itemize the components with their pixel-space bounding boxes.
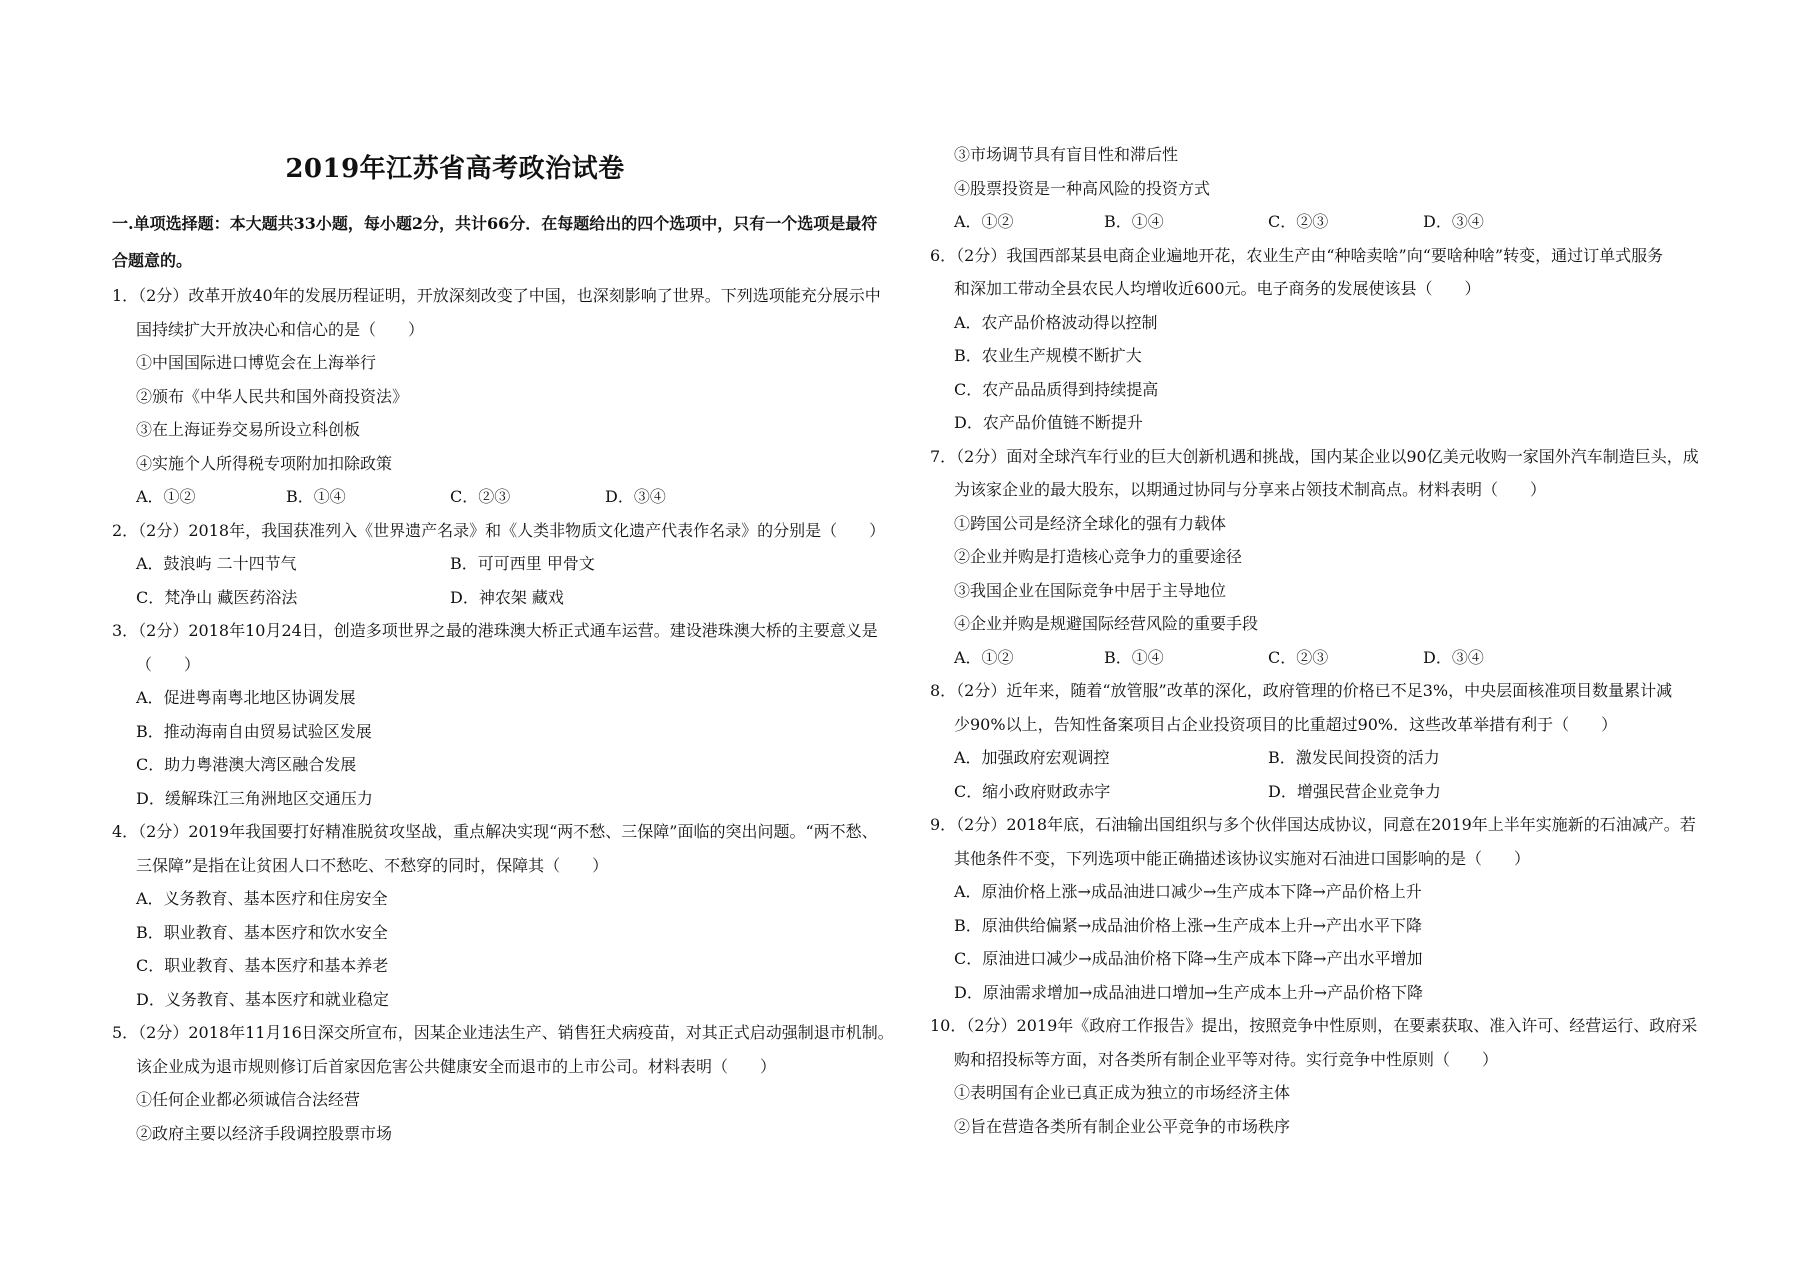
- statement-1: ①中国国际进口博览会在上海举行: [136, 353, 377, 372]
- options-row: [112, 480, 902, 514]
- option-a[interactable]: A．加强政府宏观调控: [954, 748, 1110, 767]
- option-d[interactable]: D．原油需求增加→成品油进口增加→生产成本上升→产品价格下降: [954, 982, 1424, 1002]
- option-c[interactable]: C．助力粤港澳大湾区融合发展: [136, 755, 357, 774]
- statement-3: ③我国企业在国际竞争中居于主导地位: [954, 580, 1227, 600]
- option-b[interactable]: B．原油供给偏紧→成品油价格上涨→生产成本上升→产出水平下降: [954, 915, 1422, 935]
- options-row: [930, 641, 1720, 675]
- question-1: [112, 279, 902, 514]
- question-9: [930, 808, 1720, 1009]
- statement-2: ②旨在营造各类所有制企业公平竞争的市场秩序: [954, 1116, 1291, 1136]
- option-a[interactable]: A．①②: [954, 647, 1014, 667]
- question-text: 10．（2分）2019年《政府工作报告》提出，按照竞争中性原则，在要素获取、准入许可、经营运行、政府采: [930, 1016, 1698, 1035]
- option-c[interactable]: C．梵净山 藏医药浴法: [136, 587, 298, 607]
- option-a[interactable]: A．促进粤南粤北地区协调发展: [136, 688, 356, 707]
- statement-1: ①表明国有企业已真正成为独立的市场经济主体: [954, 1083, 1291, 1102]
- question-8: [930, 674, 1720, 808]
- statement-3: ③在上海证券交易所设立科创板: [136, 420, 361, 439]
- option-b[interactable]: B．①④: [286, 487, 346, 506]
- question-text: 7．（2分）面对全球汽车行业的巨大创新机遇和挑战，国内某企业以90亿美元收购一家国外汽车制造巨头，成: [930, 446, 1699, 466]
- section-heading-line2: 合题意的。: [112, 251, 193, 270]
- statement-1: ①任何企业都必须诚信合法经营: [136, 1090, 361, 1109]
- question-text-cont: 为该家企业的最大股东，以期通过协同与分享来占领技术制高点。材料表明（ ）: [954, 480, 1547, 499]
- option-d[interactable]: D．③④: [1423, 647, 1484, 667]
- option-b[interactable]: B．①④: [1104, 647, 1164, 667]
- option-b[interactable]: B．激发民间投资的活力: [1268, 748, 1440, 767]
- question-text-cont: 该企业成为退市规则修订后首家因危害公共健康安全而退市的上市公司。材料表明（ ）: [136, 1056, 777, 1076]
- option-b[interactable]: B．推动海南自由贸易试验区发展: [136, 721, 372, 741]
- question-6: [930, 239, 1720, 440]
- option-b[interactable]: B．可可西里 甲骨文: [450, 554, 595, 573]
- option-d[interactable]: D．神农架 藏戏: [450, 587, 564, 607]
- question-5-continued: [930, 138, 1720, 239]
- option-d[interactable]: D．义务教育、基本医疗和就业稳定: [136, 989, 389, 1009]
- statement-2: ②颁布《中华人民共和国外商投资法》: [136, 386, 409, 406]
- question-text: 9．（2分）2018年底，石油输出国组织与多个伙伴国达成协议，同意在2019年上半年实施新的石油减产。若: [930, 815, 1696, 834]
- options-row: [112, 581, 902, 615]
- options-row: [930, 775, 1720, 809]
- option-d[interactable]: D．缓解珠江三角洲地区交通压力: [136, 788, 373, 808]
- option-a[interactable]: A．①②: [136, 487, 196, 506]
- question-text: 3．（2分）2018年10月24日，创造多项世界之最的港珠澳大桥正式通车运营。建设港珠澳大桥的主要意义是: [112, 621, 878, 640]
- option-d[interactable]: D．农产品价值链不断提升: [954, 413, 1143, 432]
- option-c[interactable]: C．农产品品质得到持续提高: [954, 379, 1159, 399]
- question-4: [112, 815, 902, 1016]
- question-text: 5．（2分）2018年11月16日深交所宣布，因某企业违法生产、销售狂犬病疫苗，对其正式启动强制退市机制。: [112, 1023, 894, 1042]
- option-a[interactable]: A．原油价格上涨→成品油进口减少→生产成本下降→产品价格上升: [954, 882, 1422, 901]
- option-c[interactable]: C．职业教育、基本医疗和基本养老: [136, 956, 389, 975]
- statement-4: ④实施个人所得税专项附加扣除政策: [136, 453, 393, 473]
- options-row: [930, 205, 1720, 239]
- statement-4: ④股票投资是一种高风险的投资方式: [954, 178, 1211, 198]
- question-3: [112, 614, 902, 815]
- question-5: [112, 1016, 902, 1150]
- question-text-cont: 购和招投标等方面，对各类所有制企业平等对待。实行竞争中性原则（ ）: [954, 1049, 1499, 1069]
- question-text: 8．（2分）近年来，随着“放管服”改革的深化，政府管理的价格已不足3%，中央层面核准项目数量累计减: [930, 681, 1673, 700]
- option-c[interactable]: C．原油进口减少→成品油价格下降→生产成本下降→产出水平增加: [954, 949, 1423, 968]
- question-2: [112, 514, 902, 615]
- question-text: 4．（2分）2019年我国要打好精准脱贫攻坚战，重点解决实现“两不愁、三保障”面临的突出问题。“两不愁、: [112, 822, 878, 841]
- question-text-cont: 三保障”是指在让贫困人口不愁吃、不愁穿的同时，保障其（ ）: [136, 855, 609, 875]
- option-b[interactable]: B．①④: [1104, 212, 1164, 231]
- statement-2: ②企业并购是打造核心竞争力的重要途径: [954, 547, 1243, 566]
- question-text-cont: 和深加工带动全县农民人均增收近600元。电子商务的发展使该县（ ）: [954, 279, 1481, 298]
- statement-2: ②政府主要以经济手段调控股票市场: [136, 1123, 393, 1143]
- options-row: [930, 741, 1720, 775]
- question-text: 1．（2分）改革开放40年的发展历程证明，开放深刻改变了中国，也深刻影响了世界。下列选项能充分展示中: [112, 286, 881, 305]
- option-b[interactable]: B．职业教育、基本医疗和饮水安全: [136, 922, 388, 942]
- statement-3: ③市场调节具有盲目性和滞后性: [954, 145, 1179, 164]
- question-text-cont: 国持续扩大开放决心和信心的是（ ）: [136, 319, 425, 339]
- option-a[interactable]: A．鼓浪屿 二十四节气: [136, 554, 297, 573]
- option-a[interactable]: A．农产品价格波动得以控制: [954, 312, 1158, 332]
- option-b[interactable]: B．农业生产规模不断扩大: [954, 346, 1142, 365]
- option-c[interactable]: C．②③: [1268, 647, 1329, 667]
- question-7: [930, 440, 1720, 675]
- left-column: [112, 205, 902, 1150]
- question-text: 6．（2分）我国西部某县电商企业遍地开花，农业生产由“种啥卖啥”向“要啥种啥”转变，通过订单式服务: [930, 245, 1664, 265]
- question-10: [930, 1009, 1720, 1143]
- page-title: 2019年江苏省高考政治试卷: [285, 154, 625, 184]
- question-text: 2．（2分）2018年，我国获准列入《世界遗产名录》和《人类非物质文化遗产代表作名录》的分别是（ ）: [112, 520, 886, 540]
- question-text-cont: 少90%以上，告知性备案项目占企业投资项目的比重超过90%．这些改革举措有利于（ ）: [954, 714, 1618, 734]
- question-text-cont: （ ）: [136, 654, 201, 674]
- option-c[interactable]: C．②③: [450, 487, 511, 506]
- statement-4: ④企业并购是规避国际经营风险的重要手段: [954, 614, 1259, 633]
- option-d[interactable]: D．③④: [605, 487, 666, 506]
- section-heading-line1: 一.单项选择题：本大题共33小题，每小题2分，共计66分．在每题给出的四个选项中，只有一个选项是最符: [112, 214, 878, 233]
- question-text-cont: 其他条件不变，下列选项中能正确描述该协议实施对石油进口国影响的是（ ）: [954, 848, 1531, 868]
- option-a[interactable]: A．①②: [954, 212, 1014, 231]
- option-c[interactable]: C．缩小政府财政赤字: [954, 781, 1111, 801]
- option-c[interactable]: C．②③: [1268, 212, 1329, 231]
- option-a[interactable]: A．义务教育、基本医疗和住房安全: [136, 889, 388, 908]
- right-column: [930, 138, 1720, 1143]
- option-d[interactable]: D．增强民营企业竞争力: [1268, 781, 1441, 801]
- statement-1: ①跨国公司是经济全球化的强有力载体: [954, 513, 1227, 533]
- options-row: [112, 547, 902, 581]
- option-d[interactable]: D．③④: [1423, 212, 1484, 231]
